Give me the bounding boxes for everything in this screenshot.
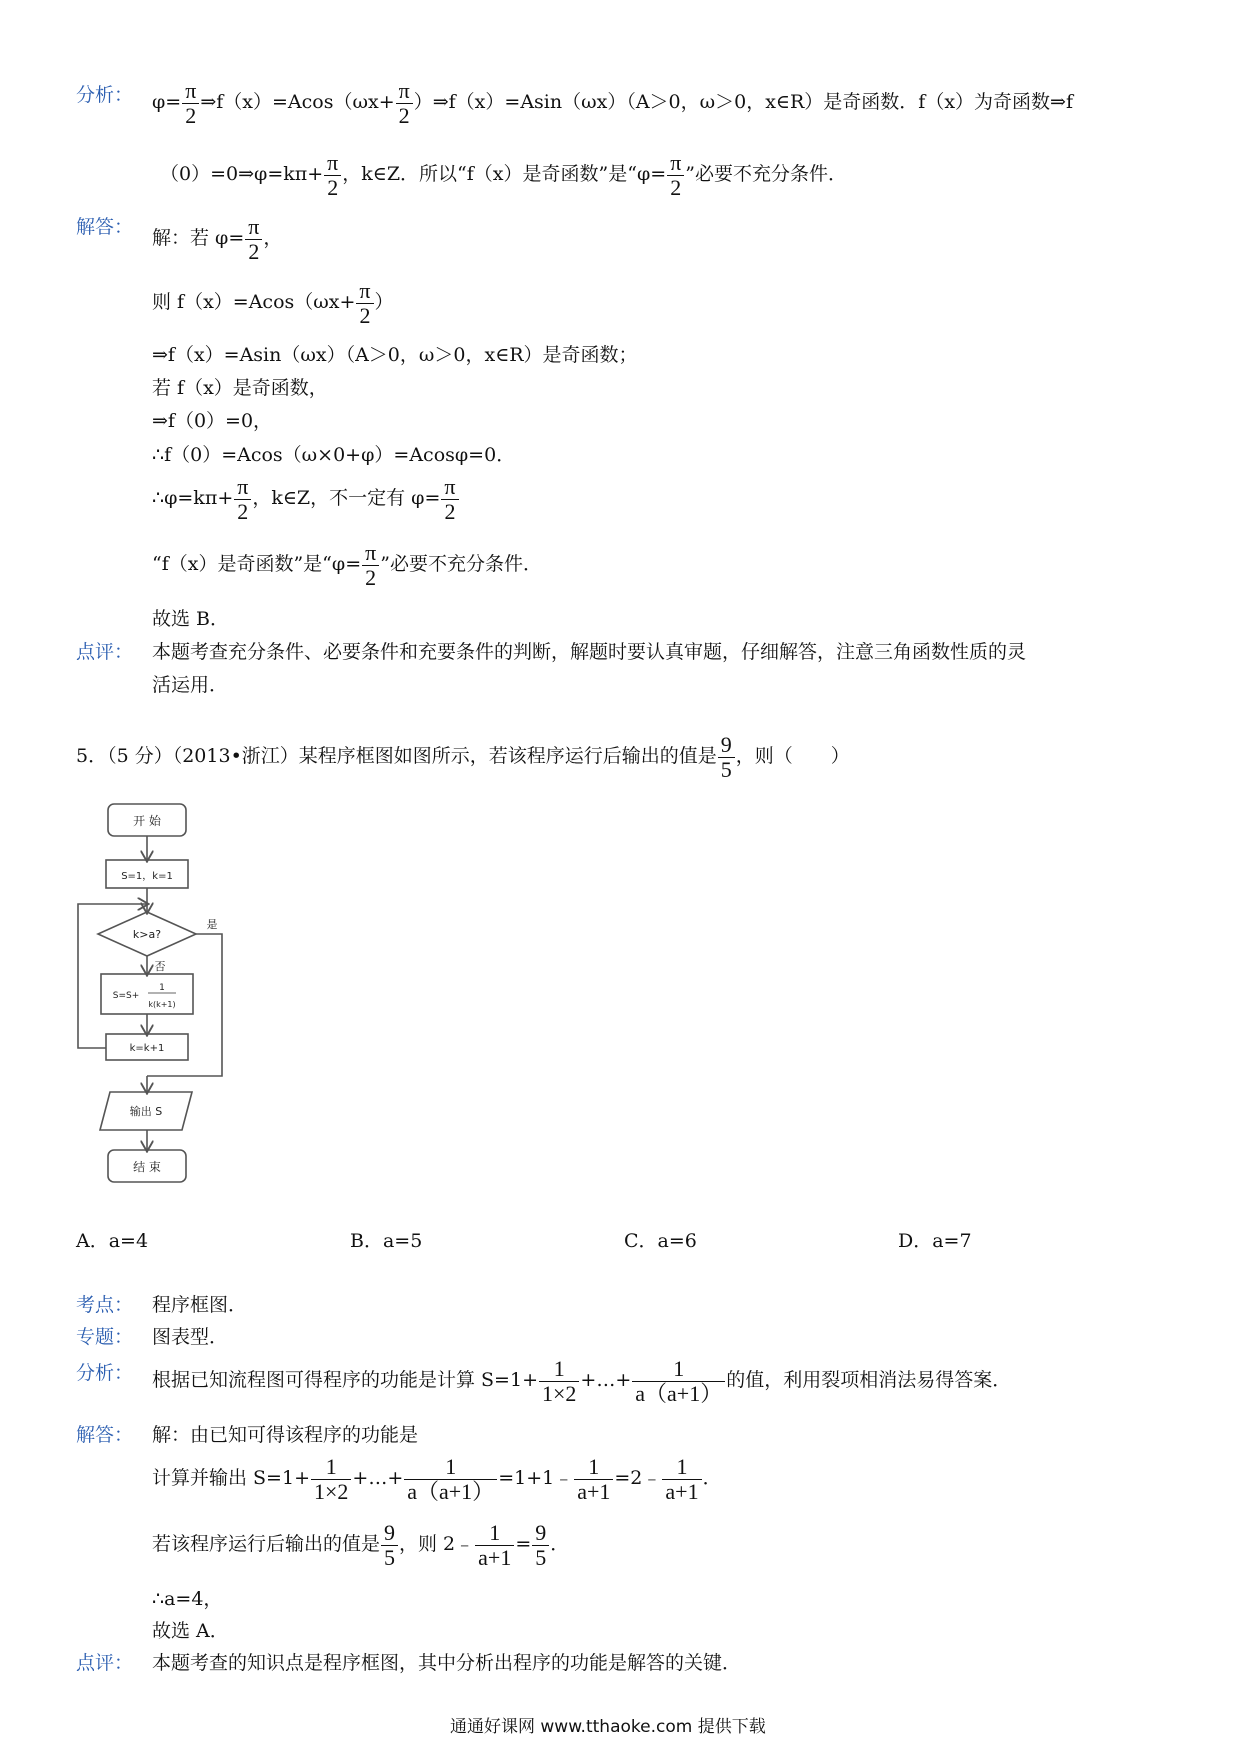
flowchart-update-k-text: k=k+1 xyxy=(129,1043,165,1054)
fraction-pi-over-2: $\frac{\pi}{2}$ xyxy=(356,279,373,328)
flowchart-init-text: S=1，k=1 xyxy=(121,871,173,882)
q5-solution-line3: 若该程序运行后输出的值是 $\frac{9}{5}$ ，则 2﹣ $\frac{1}{a+1}$ = $\frac{9}{5}$ ． xyxy=(152,1519,570,1570)
fraction-pi-over-2: $\frac{\pi}{2}$ xyxy=(441,475,458,524)
flowchart-no-text: 否 xyxy=(154,960,166,973)
fraction-9-over-5: $\frac{9}{5}$ xyxy=(532,1521,549,1570)
flowchart-yes-text: 是 xyxy=(206,918,218,931)
flowchart-start-text: 开 始 xyxy=(133,814,161,828)
flowchart-output-text: 输出 S xyxy=(129,1105,163,1118)
fraction-9-over-5: $\frac{9}{5}$ xyxy=(381,1521,398,1570)
fraction-pi-over-2: $\frac{\pi}{2}$ xyxy=(667,151,684,200)
fraction-9-over-5: $\frac{9}{5}$ xyxy=(718,733,735,782)
q5-solution-line1: 解：由已知可得该程序的功能是 xyxy=(152,1424,419,1446)
category-label: 专题： xyxy=(76,1326,134,1348)
solution-label: 解答： xyxy=(76,216,134,238)
fraction-pi-over-2: $\frac{\pi}{2}$ xyxy=(234,475,251,524)
q4-comment-line1: 本题考查充分条件、必要条件和充要条件的判断，解题时要认真审题，仔细解答，注意三角函数性质的灵 xyxy=(152,641,1027,663)
fraction-1-over-a-plus-1: $\frac{1}{a+1}$ xyxy=(662,1455,701,1504)
q4-solution-line7: ∴φ=kπ+ $\frac{\pi}{2}$ ，k∈Z，不一定有 φ= $\frac{\pi}{2}$ xyxy=(152,468,460,528)
program-flowchart xyxy=(74,796,234,1206)
fraction-1-over-a-plus-1: $\frac{1}{a+1}$ xyxy=(475,1521,514,1570)
q4-analysis-line2: （0）=0⇒φ=kπ+ $\frac{\pi}{2}$ ，k∈Z．所以“f（x）是奇函数”是“φ= $\frac{\pi}{2}$ ”必要不充分条件． xyxy=(160,149,848,200)
q4-solution-line3: ⇒f（x）=Asin（ωx）（A＞0，ω＞0，x∈R）是奇函数； xyxy=(152,344,638,366)
fraction-pi-over-2: $\frac{\pi}{2}$ xyxy=(324,151,341,200)
q4-solution-line8: “f（x）是奇函数”是“φ= $\frac{\pi}{2}$ ”必要不充分条件． xyxy=(152,539,542,590)
page-footer: 通通好课网 www.tthaoke.com 提供下载 xyxy=(450,1717,766,1737)
q4-solution-line1: 解：若 φ= $\frac{\pi}{2}$ ， xyxy=(152,213,283,264)
q5-topic: 程序框图． xyxy=(152,1294,248,1316)
analysis-label: 分析： xyxy=(76,1362,134,1384)
fraction-1-over-1x2: $\frac{1}{1\times 2}$ xyxy=(539,1357,579,1406)
q4-solution-line5: ⇒f（0）=0， xyxy=(152,410,273,432)
q5-category: 图表型． xyxy=(152,1326,229,1348)
option-d: D．a=7 xyxy=(898,1230,972,1252)
q5-comment: 本题考查的知识点是程序框图，其中分析出程序的功能是解答的关键． xyxy=(152,1652,742,1674)
fraction-1-over-a-plus-1: $\frac{1}{a+1}$ xyxy=(574,1455,613,1504)
flowchart-cond-text: k>a? xyxy=(132,928,162,941)
q5-analysis: 根据已知流程图可得程序的功能是计算 S=1+ $\frac{1}{1\times 2}$ +…+ $\frac{1}{a(a+1)}$ 的值，利用裂项相消法易得答案． xyxy=(152,1355,1012,1406)
q5-solution-line5: 故选 A． xyxy=(152,1620,229,1642)
q4-solution-line9: 故选 B． xyxy=(152,608,230,630)
q5-solution-line2: 计算并输出 S=1+ $\frac{1}{1\times 2}$ +…+ $\frac{1}{a(a+1)}$ =1+1﹣ $\frac{1}{a+1}$ =2﹣ $\frac{1}{a+1}$ ． xyxy=(152,1453,722,1504)
fraction-pi-over-2: $\frac{\pi}{2}$ xyxy=(362,541,379,590)
option-a: A．a=4 xyxy=(76,1230,149,1252)
solution-label: 解答： xyxy=(76,1424,134,1446)
fraction-1-over-a-a1: $\frac{1}{a(a+1)}$ xyxy=(632,1357,725,1406)
analysis-label: 分析： xyxy=(76,84,134,106)
q4-comment-line2: 活运用． xyxy=(152,674,229,696)
q4-solution-line6: ∴f（0）=Acos（ω×0+φ）=Acosφ=0． xyxy=(152,444,516,466)
fraction-pi-over-2: $\frac{\pi}{2}$ xyxy=(245,215,262,264)
fraction-pi-over-2: $\frac{\pi}{2}$ xyxy=(182,79,199,128)
flowchart-update-s-text: S=S+ xyxy=(112,991,140,1001)
q4-solution-line2: 则 f（x）=Acos（ωx+ $\frac{\pi}{2}$ ） xyxy=(152,277,394,328)
option-b: B．a=5 xyxy=(350,1230,423,1252)
fraction-1-over-1x2: $\frac{1}{1\times 2}$ xyxy=(311,1455,351,1504)
fraction-pi-over-2: $\frac{\pi}{2}$ xyxy=(396,79,413,128)
flowchart-end-text: 结 束 xyxy=(133,1160,161,1174)
flowchart-update-s-den: k(k+1) xyxy=(148,1000,176,1009)
comment-label: 点评： xyxy=(76,641,134,663)
flowchart-update-s-num: 1 xyxy=(159,983,165,993)
option-c: C．a=6 xyxy=(624,1230,697,1252)
topic-label: 考点： xyxy=(76,1294,134,1316)
q4-analysis-line1: φ= $\frac{\pi}{2}$ ⇒f（x）=Acos（ωx+ $\frac{\pi}{2}$ ）⇒f（x）=Asin（ωx）（A＞0，ω＞0，x∈R）是奇函数．f（x）为奇函数⇒f xyxy=(152,77,1073,128)
q5-solution-line4: ∴a=4， xyxy=(152,1588,223,1610)
fraction-1-over-a-a1: $\frac{1}{a(a+1)}$ xyxy=(404,1455,497,1504)
comment-label: 点评： xyxy=(76,1652,134,1674)
q5-question: 5．（5 分）（2013•浙江）某程序框图如图所示，若该程序运行后输出的值是 $\frac{9}{5}$ ，则（ ） xyxy=(76,731,850,782)
q4-solution-line4: 若 f（x）是奇函数， xyxy=(152,377,328,399)
